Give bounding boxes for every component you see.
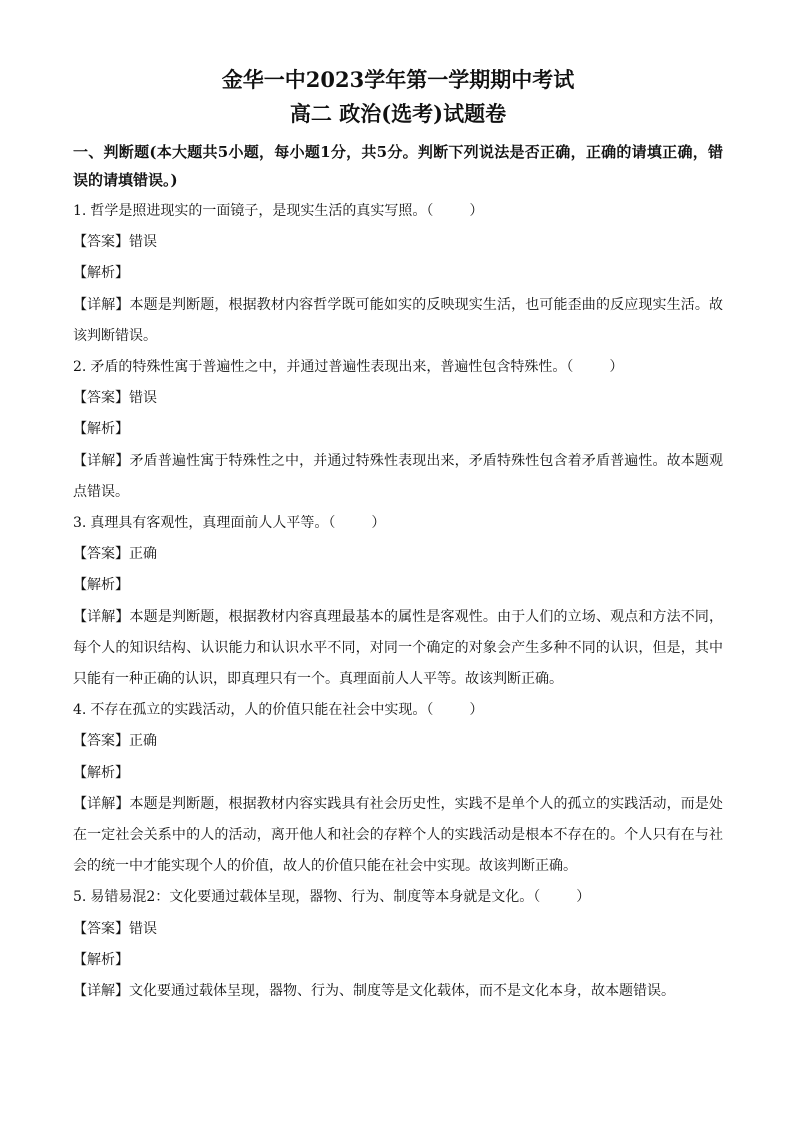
detail-text: 本题是判断题，根据教材内容真理最基本的属性是客观性。由于人们的立场、观点和方法不同，每个人的知识结构、认识能力和认识水平不同，对同一个确定的对象会产生多种不同的认识，但是，其中只能有一种正确的认识，即真理只有一个。真理面前人人平等。故该判断正确。 [73, 608, 724, 688]
answer-value: 错误 [129, 234, 157, 251]
analysis-tag: 【解析】 [73, 951, 129, 968]
question-number: 2. [73, 359, 87, 376]
exam-subtitle: 高二 政治(选考)试题卷 [289, 101, 507, 126]
answer-paren-close: ） [469, 702, 484, 719]
detail-tag: 【详解】 [73, 296, 130, 313]
detail-paragraph [73, 976, 723, 1007]
analysis-tag: 【解析】 [73, 577, 129, 594]
answer-tag: 【答案】 [73, 390, 129, 407]
answer-value: 正确 [129, 546, 157, 563]
question-number: 4. [73, 702, 87, 719]
question-stem [73, 196, 723, 227]
detail-tag: 【详解】 [73, 608, 130, 625]
answer-tag: 【答案】 [73, 920, 129, 937]
analysis-line [73, 570, 723, 601]
question-number: 1. [73, 203, 87, 219]
section-heading: 一、判断题(本大题共5小题，每小题1分，共5分。判断下列说法是否正确，正确的请填正确，错误的请填错误。) [73, 143, 723, 189]
detail-tag: 【详解】 [73, 452, 130, 469]
answer-tag: 【答案】 [73, 234, 129, 251]
question-stem [73, 695, 723, 726]
exam-page [73, 68, 723, 1007]
answer-line [73, 539, 723, 570]
answer-value: 错误 [129, 390, 157, 407]
question-text: 不存在孤立的实践活动，人的价值只能在社会中实现。 [90, 702, 427, 719]
answer-line [73, 726, 723, 757]
detail-paragraph [73, 446, 723, 508]
answer-paren-close: ） [469, 203, 484, 219]
answer-line [73, 383, 723, 414]
detail-tag: 【详解】 [73, 795, 130, 812]
detail-paragraph [73, 789, 723, 883]
question-block [73, 695, 723, 882]
detail-text: 文化要通过载体呈现，器物、行为、制度等是文化载体，而不是文化本身，故本题错误。 [129, 983, 675, 1000]
answer-tag: 【答案】 [73, 546, 129, 563]
question-text: 矛盾的特殊性寓于普遍性之中，并通过普遍性表现出来，普遍性包含特殊性。 [90, 359, 567, 376]
question-text: 真理具有客观性，真理面前人人平等。 [90, 515, 329, 532]
answer-line [73, 227, 723, 258]
answer-paren-open: （ [328, 515, 336, 532]
detail-paragraph [73, 290, 723, 352]
question-number: 3. [73, 515, 87, 532]
answer-paren-close: ） [576, 889, 591, 906]
answer-paren-open: （ [566, 359, 574, 376]
detail-text: 本题是判断题，根据教材内容哲学既可能如实的反映现实生活，也可能歪曲的反应现实生活。故该判断错误。 [73, 296, 724, 344]
analysis-tag: 【解析】 [73, 265, 129, 282]
answer-paren-open: （ [426, 203, 434, 219]
question-number: 5. [73, 889, 87, 906]
question-block [73, 196, 723, 352]
answer-tag: 【答案】 [73, 733, 129, 750]
answer-paren-open: （ [533, 889, 541, 906]
question-text: 易错易混2：文化要通过载体呈现，器物、行为、制度等本身就是文化。 [90, 889, 534, 906]
exam-title: 金华一中2023学年第一学期期中考试 [221, 67, 575, 92]
analysis-line [73, 945, 723, 976]
question-block [73, 508, 723, 695]
answer-paren-close: ） [371, 515, 386, 532]
question-block [73, 352, 723, 508]
answer-paren-open: （ [426, 702, 434, 719]
answer-line [73, 914, 723, 945]
analysis-line [73, 758, 723, 789]
detail-tag: 【详解】 [73, 983, 129, 1000]
question-block [73, 882, 723, 1007]
analysis-tag: 【解析】 [73, 764, 129, 781]
question-stem [73, 352, 723, 383]
detail-paragraph [73, 602, 723, 696]
analysis-line [73, 414, 723, 445]
analysis-line [73, 258, 723, 289]
detail-text: 本题是判断题，根据教材内容实践具有社会历史性，实践不是单个人的孤立的实践活动，而是处在一定社会关系中的人的活动，离开他人和社会的存粹个人的实践活动是根本不存在的。个人只有在与社会的统一中才能实现个人的价值，故人的价值只能在社会中实现。故该判断正确。 [73, 795, 724, 875]
answer-value: 正确 [129, 733, 157, 750]
answer-value: 错误 [129, 920, 157, 937]
analysis-tag: 【解析】 [73, 421, 129, 438]
question-stem [73, 882, 723, 913]
question-text: 哲学是照进现实的一面镜子，是现实生活的真实写照。 [90, 203, 427, 219]
detail-text: 矛盾普遍性寓于特殊性之中，并通过特殊性表现出来，矛盾特殊性包含着矛盾普遍性。故本题观点错误。 [73, 452, 724, 500]
question-stem [73, 508, 723, 539]
answer-paren-close: ） [609, 359, 624, 376]
